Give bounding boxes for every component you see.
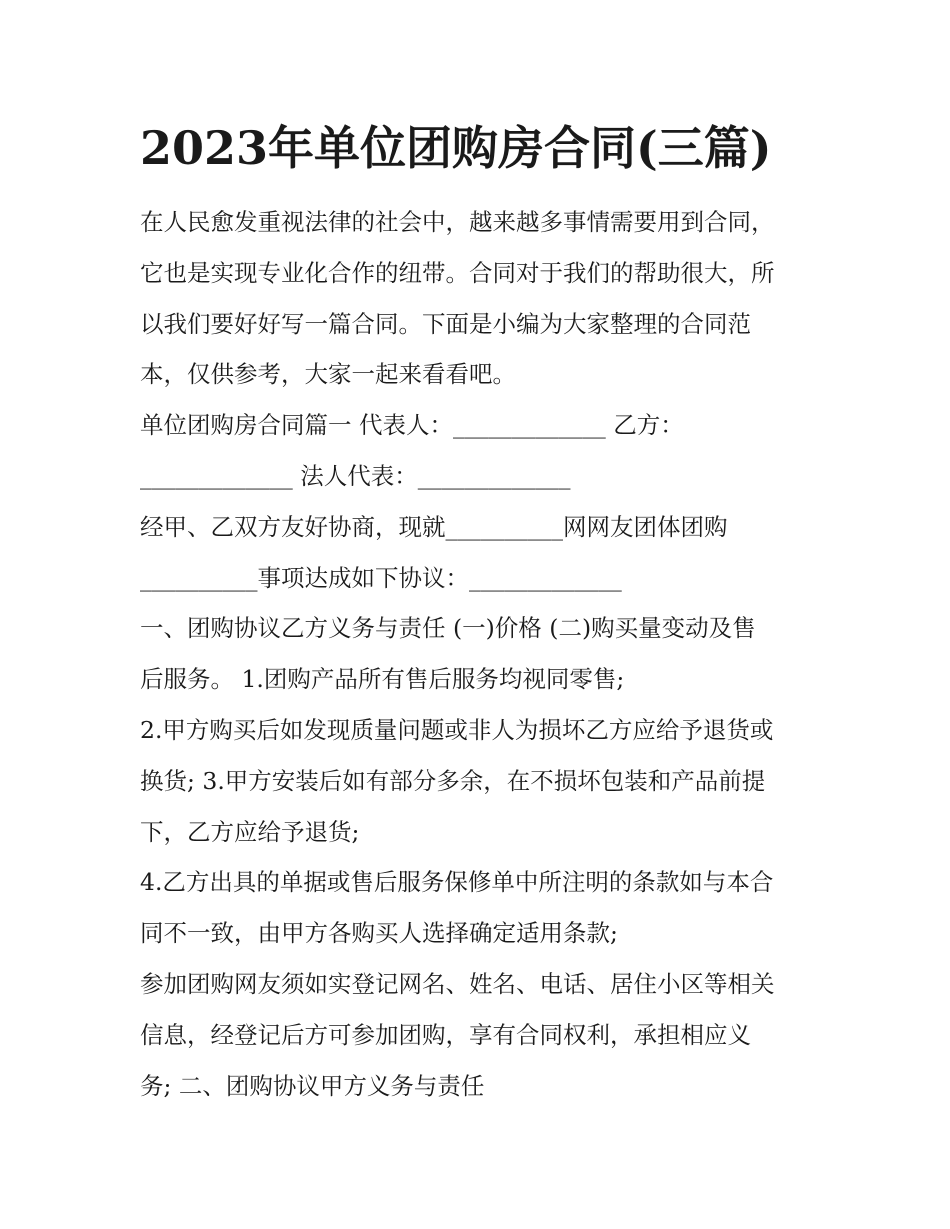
- body-line: 本，仅供参考，大家一起来看看吧。: [140, 360, 516, 389]
- body-line: 一、团购协议乙方义务与责任 (一)价格 (二)购买量变动及售: [140, 614, 756, 643]
- body-line: 信息，经登记后方可参加团购，享有合同权利，承担相应义: [140, 1020, 751, 1049]
- body-line: 换货; 3.甲方安装后如有部分多余，在不损坏包装和产品前提: [140, 766, 766, 795]
- body-line: 下，乙方应给予退货;: [140, 817, 360, 846]
- body-line: 经甲、乙双方友好协商，现就__________网网友团体团购: [140, 512, 728, 541]
- body-line: 单位团购房合同篇一 代表人：_____________ 乙方：: [140, 411, 684, 440]
- body-line: 4.乙方出具的单据或售后服务保修单中所注明的条款如与本合: [140, 868, 774, 897]
- body-line: 同不一致，由甲方各购买人选择确定适用条款;: [140, 919, 618, 948]
- body-line: __________事项达成如下协议：_____________: [140, 563, 622, 592]
- document-body: [140, 197, 820, 1111]
- body-line: 2.甲方购买后如发现质量问题或非人为损坏乙方应给予退货或: [140, 715, 774, 744]
- body-line: 它也是实现专业化合作的纽带。合同对于我们的帮助很大，所: [140, 258, 775, 287]
- body-line: 以我们要好好写一篇合同。下面是小编为大家整理的合同范: [140, 309, 751, 338]
- body-line: 后服务。 1.团购产品所有售后服务均视同零售;: [140, 665, 625, 694]
- body-line: 参加团购网友须如实登记网名、姓名、电话、居住小区等相关: [140, 969, 775, 998]
- body-line: 务; 二、团购协议甲方义务与责任: [140, 1071, 485, 1100]
- body-line: 在人民愈发重视法律的社会中，越来越多事情需要用到合同，: [140, 208, 775, 236]
- document-title: 2023年单位团购房合同(三篇): [140, 121, 772, 175]
- body-line: _____________ 法人代表：_____________: [140, 461, 571, 490]
